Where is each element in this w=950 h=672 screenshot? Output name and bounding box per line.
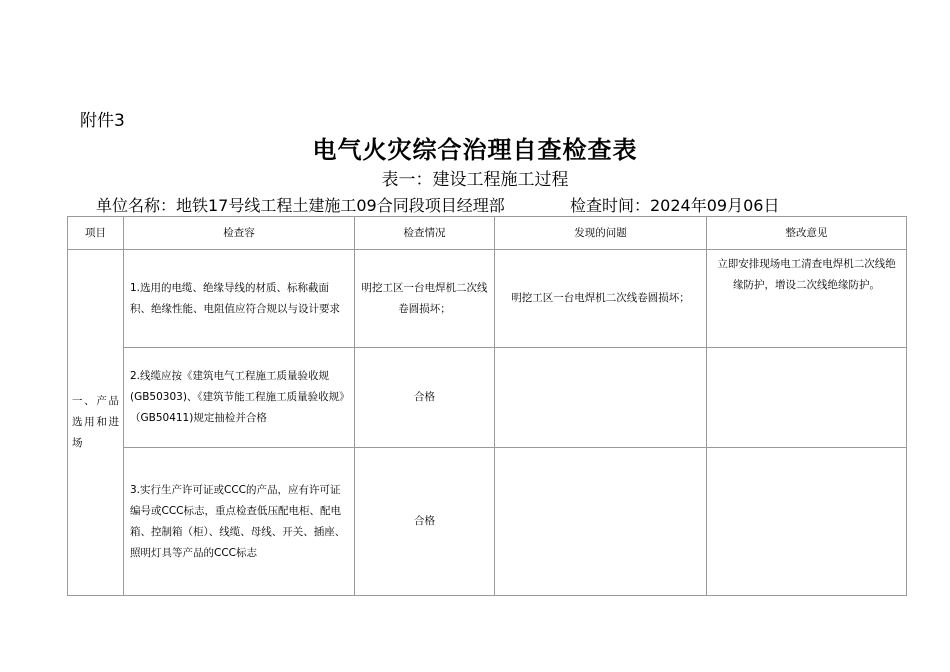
table-row xyxy=(68,250,907,348)
check-content-cell: 2.线缆应按《建筑电气工程施工质量验收规(GB50303)、《建筑节能工程施工质量验收规》（GB50411)规定抽检并合格 xyxy=(124,348,355,448)
col-header-fix: 整改意见 xyxy=(707,217,907,250)
col-header-content: 检查容 xyxy=(124,217,355,250)
col-header-problem: 发现的问题 xyxy=(495,217,707,250)
problem-cell xyxy=(495,448,707,596)
unit-name-line: 单位名称：地铁17号线工程土建施工09合同段项目经理部 xyxy=(96,196,505,215)
check-content-cell: 1.选用的电缆、绝缘导线的材质、标称截面积、绝缘性能、电阻值应符合规以与设计要求 xyxy=(124,250,355,348)
document-title: 电气火灾综合治理自查检查表 xyxy=(312,136,638,164)
inspection-date-line: 检查时间：2024年09月06日 xyxy=(570,196,780,215)
document-subtitle: 表一：建设工程施工过程 xyxy=(381,170,569,190)
check-status-cell: 合格 xyxy=(355,348,495,448)
problem-cell: 明挖工区一台电焊机二次线卷圆损坏； xyxy=(495,250,707,348)
fix-suggestion-cell xyxy=(707,448,907,596)
check-status-cell: 合格 xyxy=(355,448,495,596)
fix-suggestion-cell xyxy=(707,348,907,448)
inspection-table xyxy=(67,216,907,596)
col-header-status: 检查情况 xyxy=(355,217,495,250)
check-content-cell: 3.实行生产许可证或CCC的产品，应有许可证编号或CCC标志，重点检查低压配电柜、配电箱、控制箱（柜）、线缆、母线、开关、插座、照明灯具等产品的CCC标志 xyxy=(124,448,355,596)
check-status-cell: 明挖工区一台电焊机二次线卷圆损坏； xyxy=(355,250,495,348)
col-header-item: 项目 xyxy=(68,217,124,250)
annex-label: 附件3 xyxy=(80,111,125,131)
fix-suggestion-cell: 立即安排现场电工清查电焊机二次线绝缘防护，增设二次线绝缘防护。 xyxy=(707,250,907,348)
category-cell: 一、产品选用和进场 xyxy=(68,250,124,596)
table-row xyxy=(68,348,907,448)
table-header-row xyxy=(68,217,907,250)
table-row xyxy=(68,448,907,596)
problem-cell xyxy=(495,348,707,448)
